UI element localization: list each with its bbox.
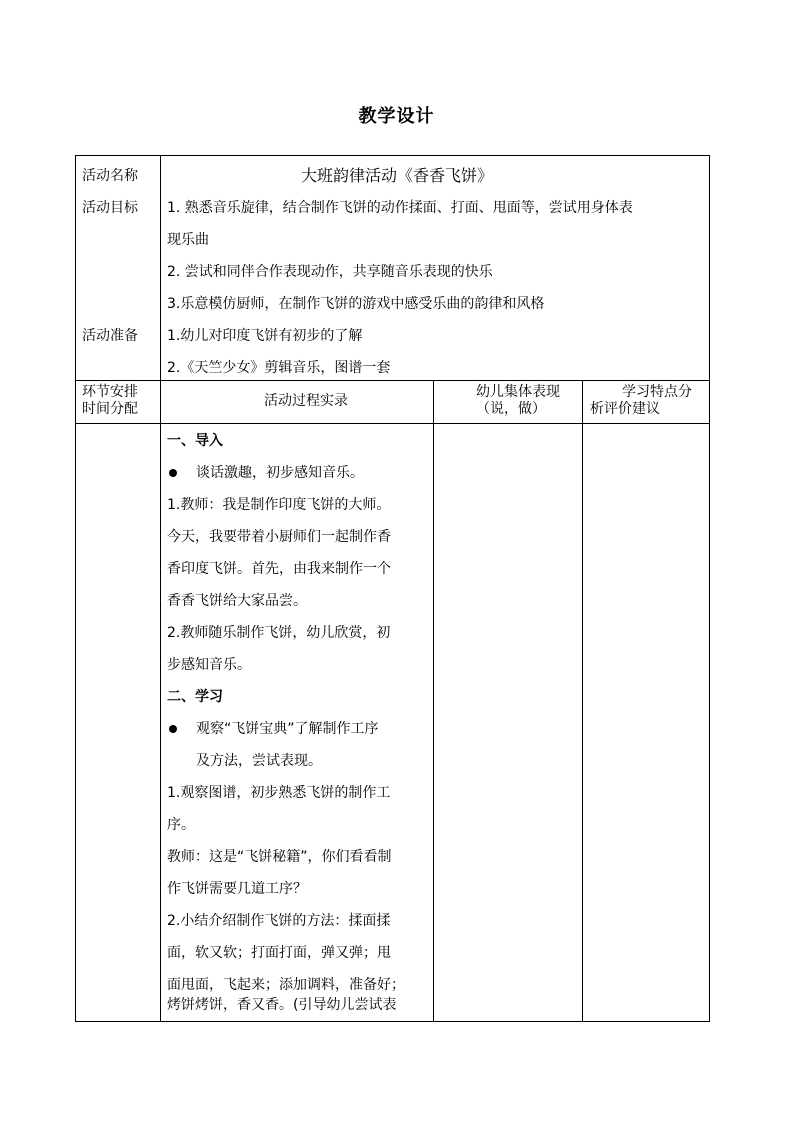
bullet-text: 谈话激趣，初步感知音乐。	[196, 465, 364, 481]
col-divider-2	[433, 380, 434, 1022]
activity-name-value: 大班韵律活动《香香飞饼》	[301, 166, 494, 185]
col-divider-1	[160, 156, 161, 1022]
header-stage-line1: 环节安排	[82, 384, 138, 400]
header-analysis-line1: 学习特点分	[622, 384, 692, 400]
process-line: 面，软又软；打面打面，弹又弹；甩	[167, 945, 391, 961]
page-title: 教学设计	[358, 106, 435, 127]
header-analysis-line2: 析评价建议	[590, 401, 660, 417]
header-stage-time	[82, 384, 138, 418]
header-children	[476, 384, 560, 418]
process-line: 2.小结介绍制作飞饼的方法：揉面揉	[167, 913, 391, 929]
header-process: 活动过程实录	[264, 393, 348, 409]
goal-line: 3.乐意模仿厨师，在制作飞饼的游戏中感受乐曲的韵律和风格	[167, 296, 545, 312]
lesson-plan-table	[75, 155, 710, 1022]
process-line: 香香飞饼给大家品尝。	[167, 593, 307, 609]
process-line: 1.教师：我是制作印度飞饼的大师。	[167, 497, 391, 513]
header-children-line1: 幼儿集体表现	[476, 384, 560, 400]
goal-line: 1. 熟悉音乐旋律，结合制作飞饼的动作揉面、打面、甩面等，尝试用身体表	[167, 200, 633, 216]
process-line: 今天，我要带着小厨师们一起制作香	[167, 529, 391, 545]
goals-label: 活动目标	[82, 200, 138, 216]
bullet-icon	[169, 725, 177, 733]
section-learn-heading: 二、学习	[167, 689, 223, 705]
bullet-text-cont: 及方法，尝试表现。	[196, 753, 322, 769]
goal-line: 现乐曲	[167, 232, 209, 248]
process-line: 烤饼烤饼，香又香。(引导幼儿尝试表	[167, 997, 397, 1013]
process-line: 步感知音乐。	[167, 657, 251, 673]
process-line: 教师：这是“飞饼秘籍”，你们看看制	[167, 849, 392, 865]
process-line: 香印度飞饼。首先，由我来制作一个	[167, 561, 391, 577]
header-stage-line2: 时间分配	[82, 401, 138, 417]
activity-name-label: 活动名称	[82, 168, 138, 184]
process-line: 作飞饼需要几道工序？	[167, 881, 307, 897]
process-line: 序。	[167, 817, 195, 833]
prep-label: 活动准备	[82, 328, 138, 344]
goal-line: 2. 尝试和同伴合作表现动作，共享随音乐表现的快乐	[167, 264, 493, 280]
header-analysis	[590, 384, 692, 418]
bullet-text: 观察“飞饼宝典”了解制作工序	[196, 721, 379, 737]
bullet-icon	[169, 469, 177, 477]
col-divider-3	[582, 380, 583, 1022]
process-line: 2.教师随乐制作飞饼，幼儿欣赏，初	[167, 625, 391, 641]
row-divider-2	[76, 423, 710, 424]
prep-line: 1.幼儿对印度飞饼有初步的了解	[167, 328, 363, 344]
process-line: 1.观察图谱，初步熟悉飞饼的制作工	[167, 785, 391, 801]
process-line: 面甩面，飞起来；添加调料，准备好；	[167, 977, 405, 993]
section-intro-heading: 一、导入	[167, 433, 223, 449]
prep-line: 2.《天竺少女》剪辑音乐，图谱一套	[167, 360, 391, 376]
header-children-line2: （说，做）	[476, 401, 546, 417]
